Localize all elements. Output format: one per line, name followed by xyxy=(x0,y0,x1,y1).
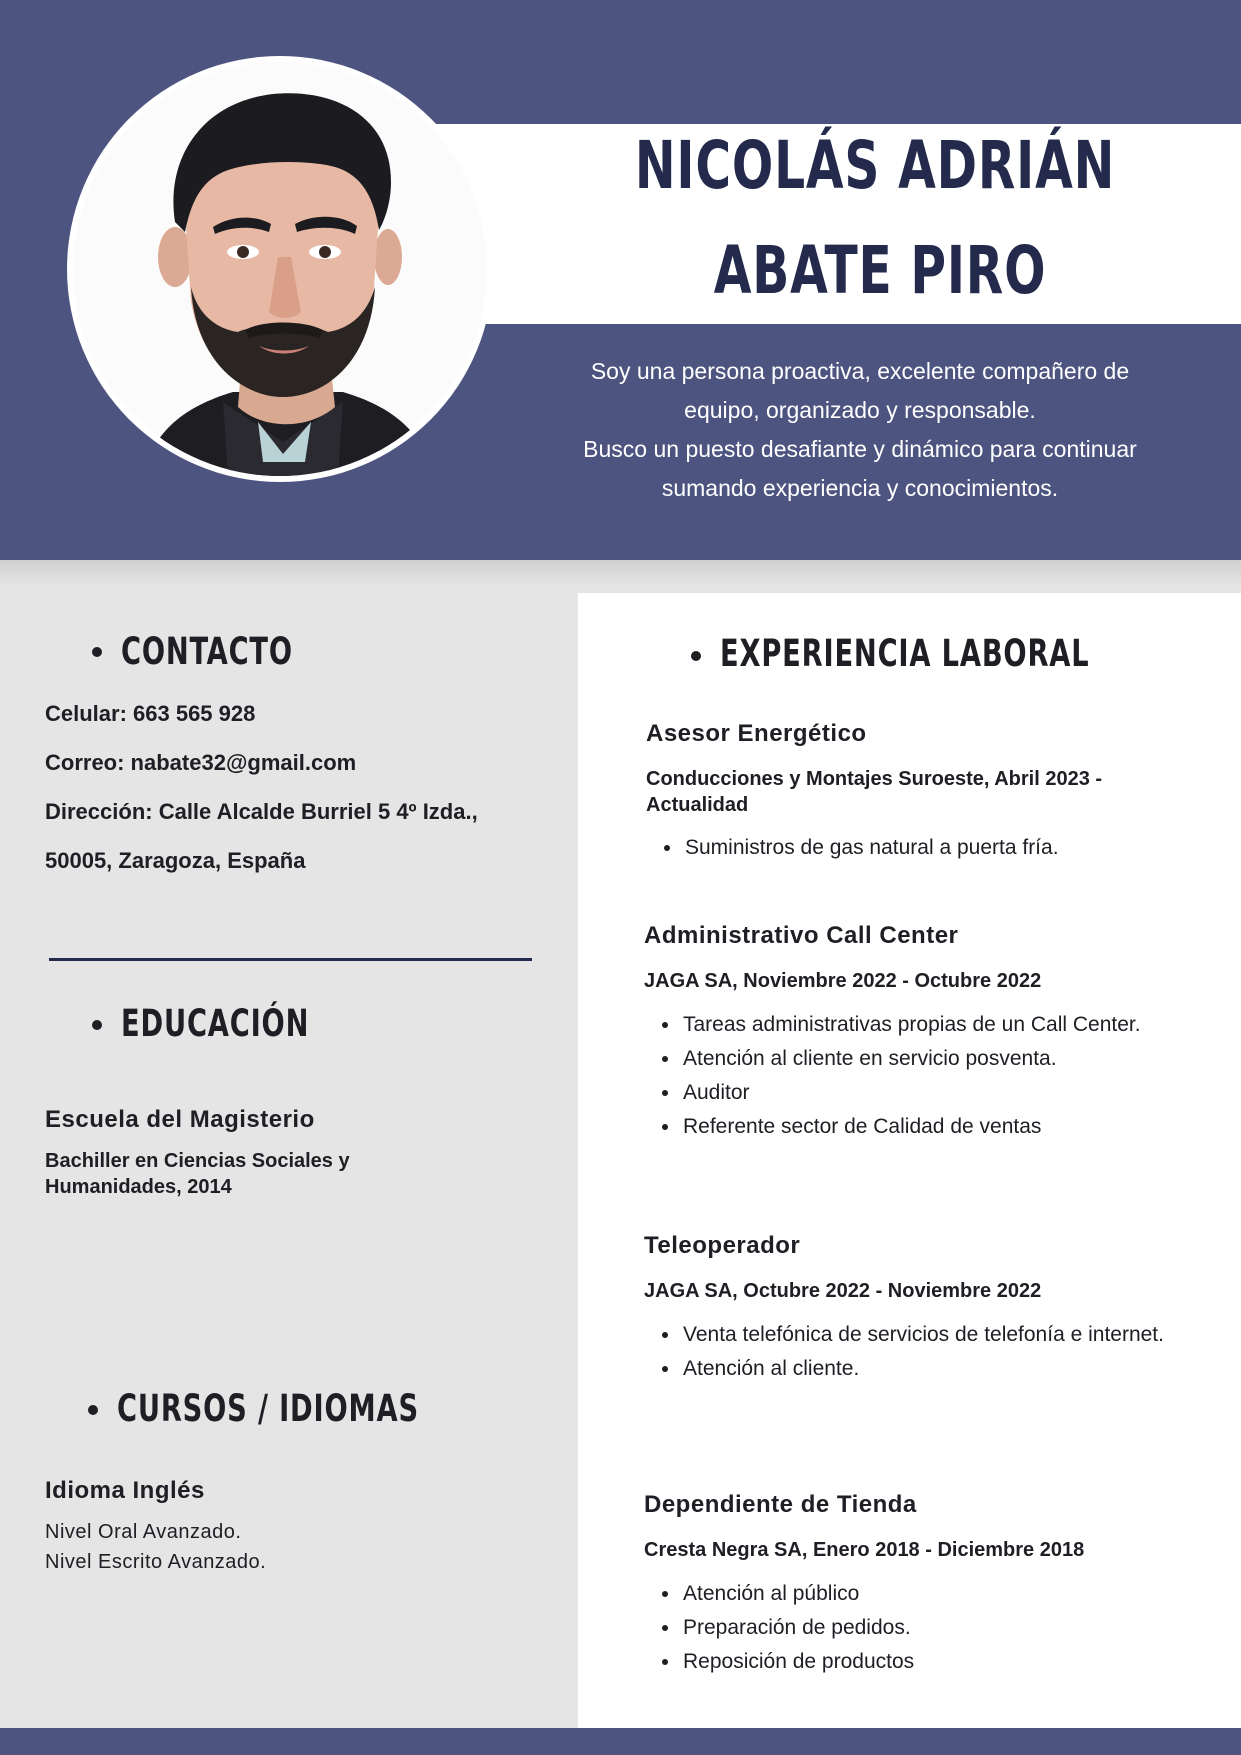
course-name: Idioma Inglés xyxy=(45,1477,205,1504)
course-details xyxy=(45,1517,266,1578)
job-role: Teleoperador xyxy=(644,1232,801,1259)
experience-title: EXPERIENCIA LABORAL xyxy=(720,632,1090,675)
task-item: • Auditor xyxy=(681,1076,1141,1110)
summary-line: Soy una persona proactiva, excelente compañero de xyxy=(590,358,1130,384)
contact-address: Dirección: Calle Alcalde Burriel 5 4º Izda., xyxy=(45,799,478,824)
section-divider xyxy=(49,958,532,961)
summary-line: equipo, organizado y responsable. xyxy=(684,397,1036,423)
job-company xyxy=(644,1537,1084,1563)
course-detail: Nivel Escrito Avanzado. xyxy=(45,1551,267,1573)
task-item: • Tareas administrativas propias de un Call Center. xyxy=(681,1008,1141,1042)
job-tasks xyxy=(644,1008,1141,1144)
header-shadow xyxy=(0,560,1241,586)
job-role: Dependiente de Tienda xyxy=(644,1491,917,1518)
task-item: • Atención al cliente en servicio posventa. xyxy=(681,1042,1141,1076)
job-company-line: Actualidad xyxy=(646,794,749,816)
task-item: • Venta telefónica de servicios de telefonía e internet. xyxy=(681,1318,1191,1352)
job-company xyxy=(644,1278,1041,1304)
job-company-line: Cresta Negra SA, Enero 2018 - Diciembre 2018 xyxy=(644,1539,1085,1561)
task-item: • Reposición de productos xyxy=(681,1645,914,1679)
education-school: Escuela del Magisterio xyxy=(45,1106,315,1133)
job-tasks xyxy=(644,1318,1191,1386)
footer-band xyxy=(0,1728,1241,1755)
job-company-line: JAGA SA, Noviembre 2022 - Octubre 2022 xyxy=(644,970,1042,992)
task-item: • Atención al cliente. xyxy=(681,1352,1191,1386)
job-company xyxy=(644,968,1041,994)
job-company xyxy=(646,766,1102,818)
education-title: EDUCACIÓN xyxy=(121,1002,310,1045)
bullet-dot xyxy=(691,651,701,661)
job-company-line: JAGA SA, Octubre 2022 - Noviembre 2022 xyxy=(644,1280,1042,1302)
profile-photo xyxy=(67,56,493,482)
portrait-illustration xyxy=(73,62,487,476)
degree-line: Bachiller en Ciencias Sociales y xyxy=(45,1150,350,1172)
job-tasks xyxy=(646,831,1059,865)
contact-phone: Celular: 663 565 928 xyxy=(45,701,256,726)
task-item: • Preparación de pedidos. xyxy=(681,1611,914,1645)
job-role: Administrativo Call Center xyxy=(644,922,959,949)
portrait-image xyxy=(73,62,487,476)
name-first: NICOLÁS ADRIÁN xyxy=(634,127,1116,204)
summary-line: sumando experiencia y conocimientos. xyxy=(661,475,1059,501)
courses-title: CURSOS / IDIOMAS xyxy=(117,1387,419,1430)
task-item: • Atención al público xyxy=(681,1577,914,1611)
education-degree xyxy=(45,1148,350,1200)
contact-email: Correo: nabate32@gmail.com xyxy=(45,750,357,775)
task-item: • Referente sector de Calidad de ventas xyxy=(681,1110,1141,1144)
degree-line: Humanidades, 2014 xyxy=(45,1176,232,1198)
summary-line: Busco un puesto desafiante y dinámico para continuar xyxy=(583,436,1137,462)
bullet-dot xyxy=(88,1405,98,1415)
job-company-line: Conducciones y Montajes Suroeste, Abril 2023 - xyxy=(646,768,1103,790)
profile-summary xyxy=(545,352,1175,508)
course-detail: Nivel Oral Avanzado. xyxy=(45,1521,242,1543)
job-role: Asesor Energético xyxy=(646,720,867,747)
contact-address-city: 50005, Zaragoza, España xyxy=(45,848,306,873)
bullet-dot xyxy=(92,1020,102,1030)
name-last: ABATE PIRO xyxy=(713,232,1047,309)
bullet-dot xyxy=(92,647,102,657)
job-tasks xyxy=(644,1577,914,1679)
contact-title: CONTACTO xyxy=(121,630,293,673)
task-item: • Suministros de gas natural a puerta fría. xyxy=(683,831,1059,865)
